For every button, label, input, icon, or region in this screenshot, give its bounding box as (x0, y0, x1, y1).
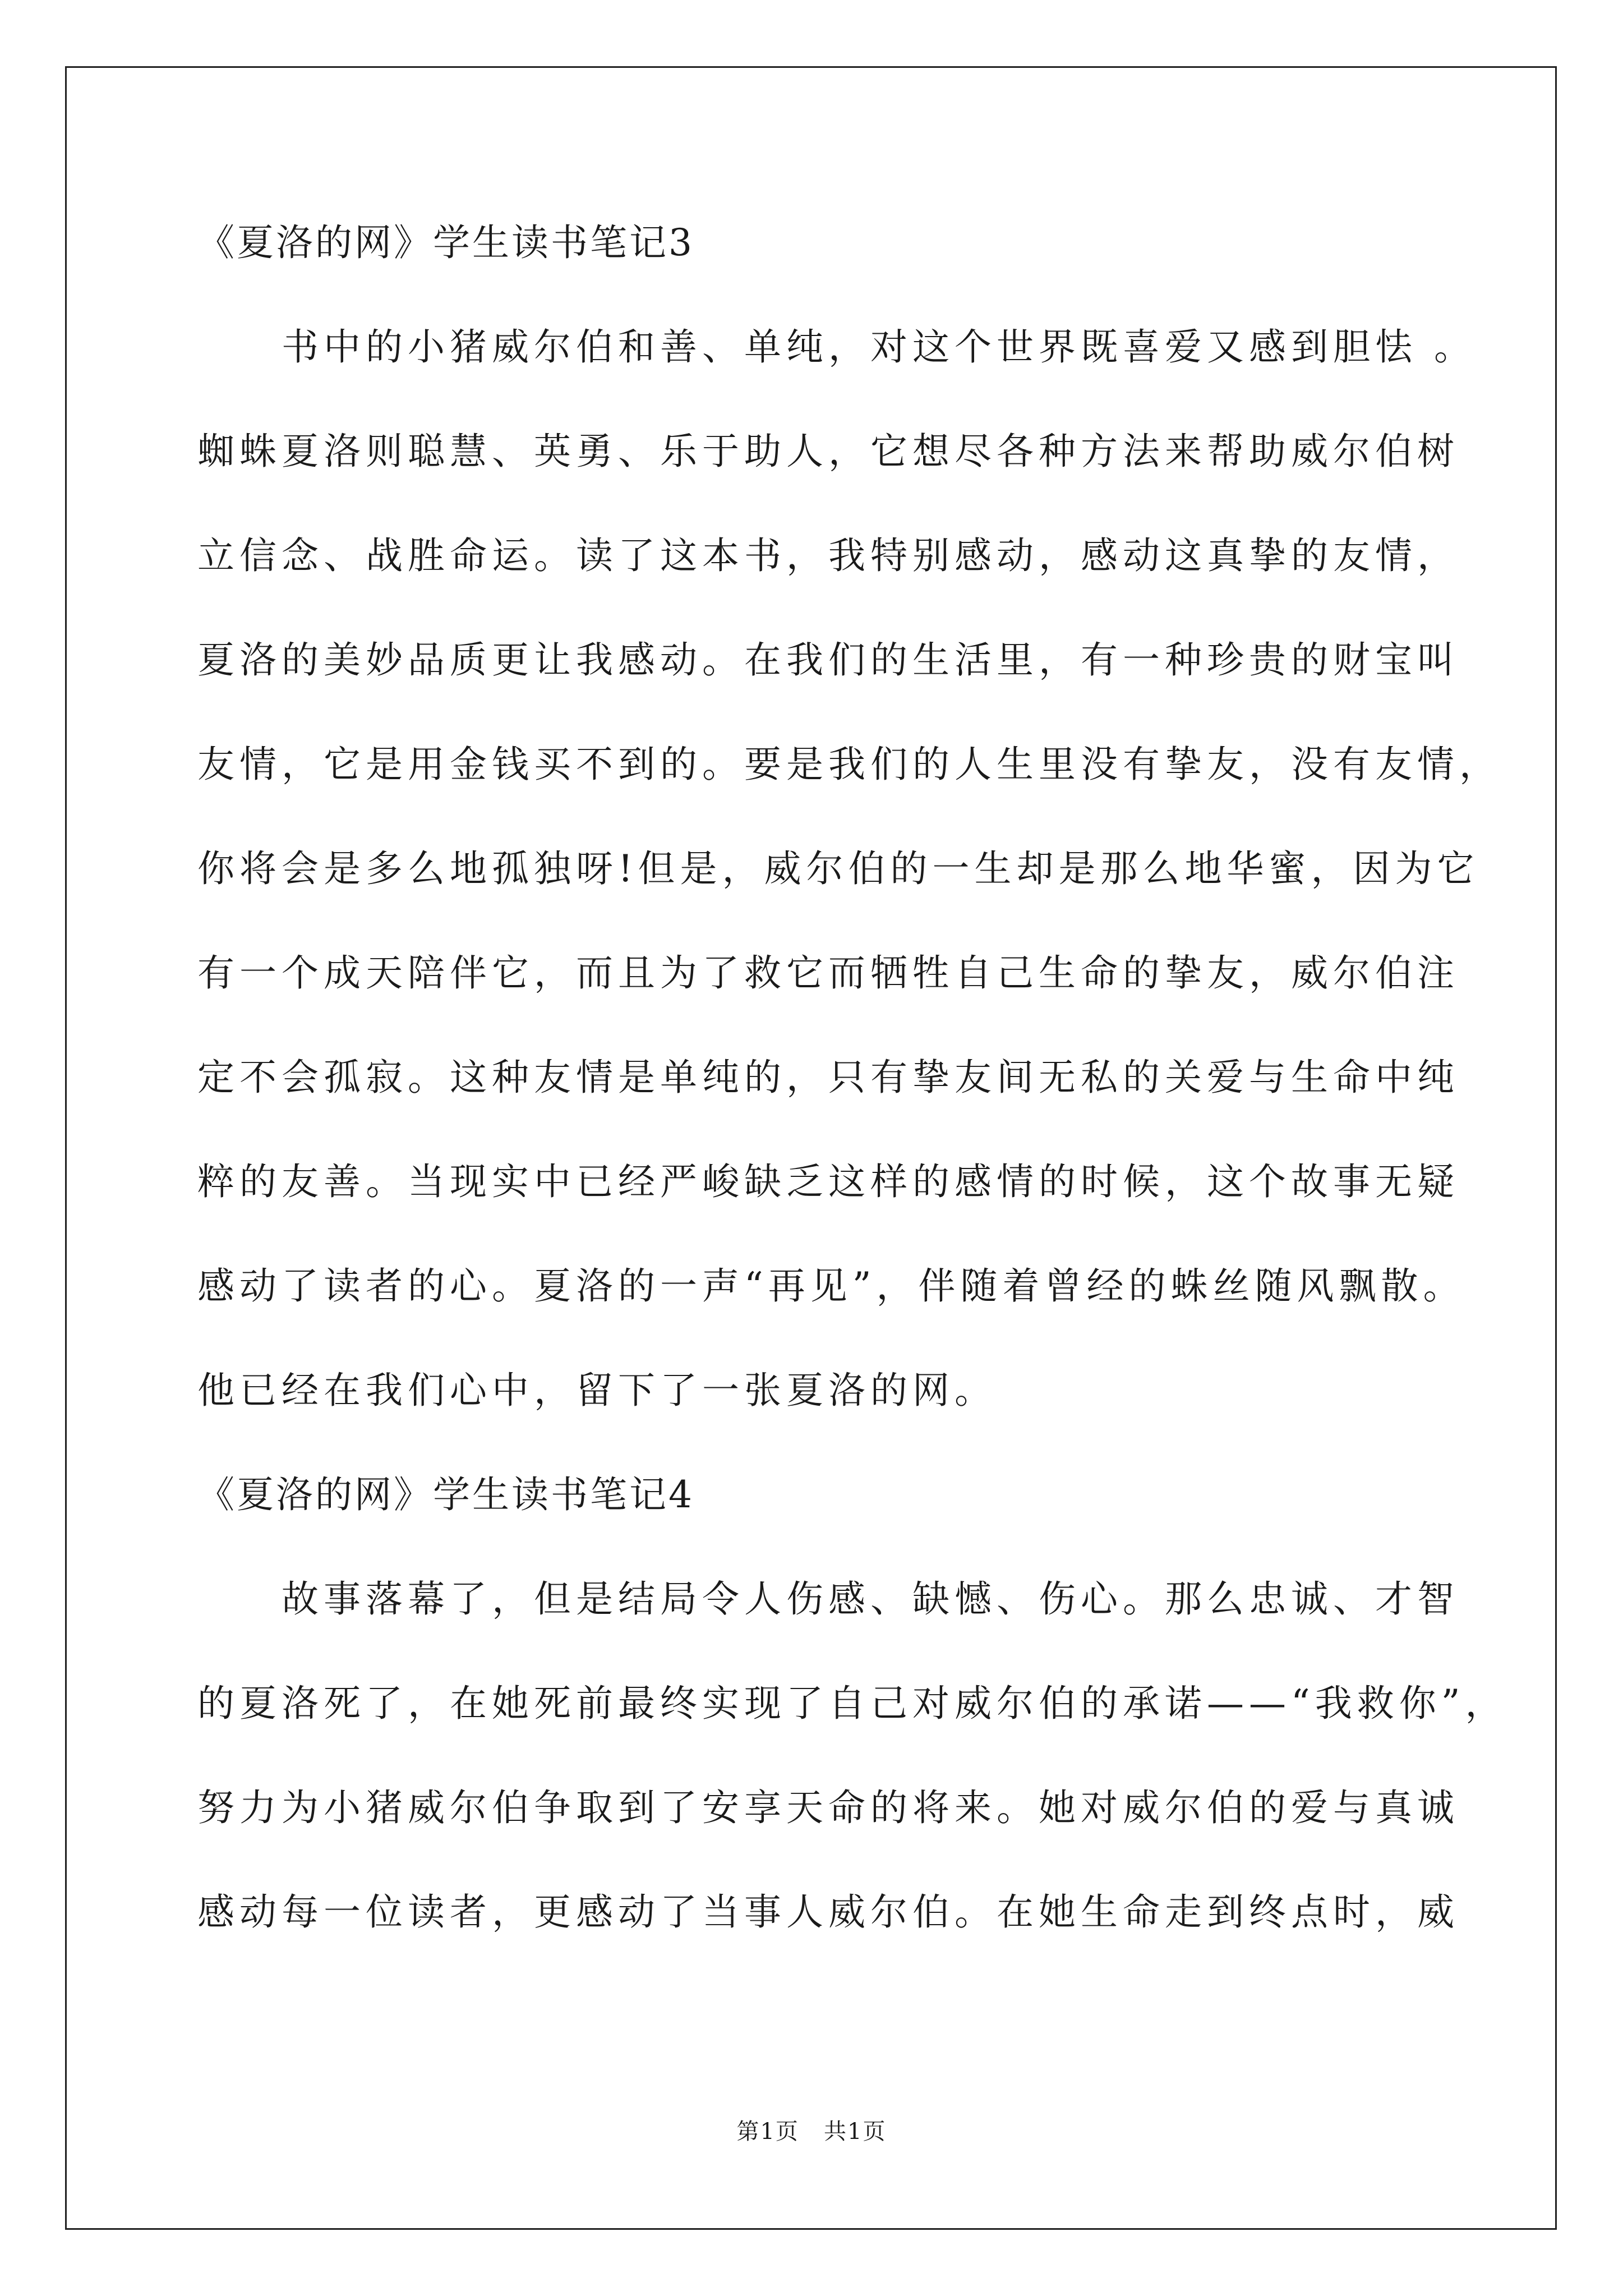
paragraph-line: 感动了读者的心。夏洛的一声“再见”，伴随着曾经的蛛丝随风飘散。 (197, 1264, 1465, 1308)
paragraph-line: 粹的友善。当现实中已经严峻缺乏这样的感情的时候，这个故事无疑 (197, 1160, 1459, 1203)
paragraph-line: 故事落幕了，但是结局令人伤感、缺憾、伤心。那么忠诚、才智 (282, 1577, 1459, 1621)
paragraph-line: 努力为小猪威尔伯争取到了安享天命的将来。她对威尔伯的爱与真诚 (197, 1786, 1459, 1829)
paragraph-line: 定不会孤寂。这种友情是单纯的，只有挚友间无私的关爱与生命中纯 (197, 1056, 1459, 1099)
document-body (197, 221, 1507, 1997)
paragraph-line: 你将会是多么地孤独呀!但是，威尔伯的一生却是那么地华蜜，因为它 (197, 847, 1479, 890)
paragraph-line: 友情，它是用金钱买不到的。要是我们的人生里没有挚友，没有友情， (197, 743, 1501, 786)
paragraph-line: 书中的小猪威尔伯和善、单纯，对这个世界既喜爱又感到胆怯 。 (282, 325, 1476, 369)
paragraph-line: 夏洛的美妙品质更让我感动。在我们的生活里，有一种珍贵的财宝叫 (197, 638, 1459, 682)
paragraph-line: 有一个成天陪伴它，而且为了救它而牺牲自己生命的挚友，威尔伯注 (197, 951, 1459, 995)
page-number-footer: 第1页 共1页 (736, 2119, 887, 2145)
paragraph-line: 他已经在我们心中，留下了一张夏洛的网。 (197, 1369, 997, 1412)
paragraph-line: 立信念、战胜命运。读了这本书，我特别感动，感动这真挚的友情， (197, 534, 1459, 577)
paragraph-line: 的夏洛死了，在她死前最终实现了自己对威尔伯的承诺——“我救你”， (197, 1682, 1507, 1725)
section-heading-3: 《夏洛的网》学生读书笔记3 (197, 221, 694, 264)
paragraph-line: 感动每一位读者，更感动了当事人威尔伯。在她生命走到终点时，威 (197, 1890, 1459, 1934)
paragraph-line: 蜘蛛夏洛则聪慧、英勇、乐于助人，它想尽各种方法来帮助威尔伯树 (197, 430, 1459, 473)
section-heading-4: 《夏洛的网》学生读书笔记4 (197, 1473, 694, 1516)
